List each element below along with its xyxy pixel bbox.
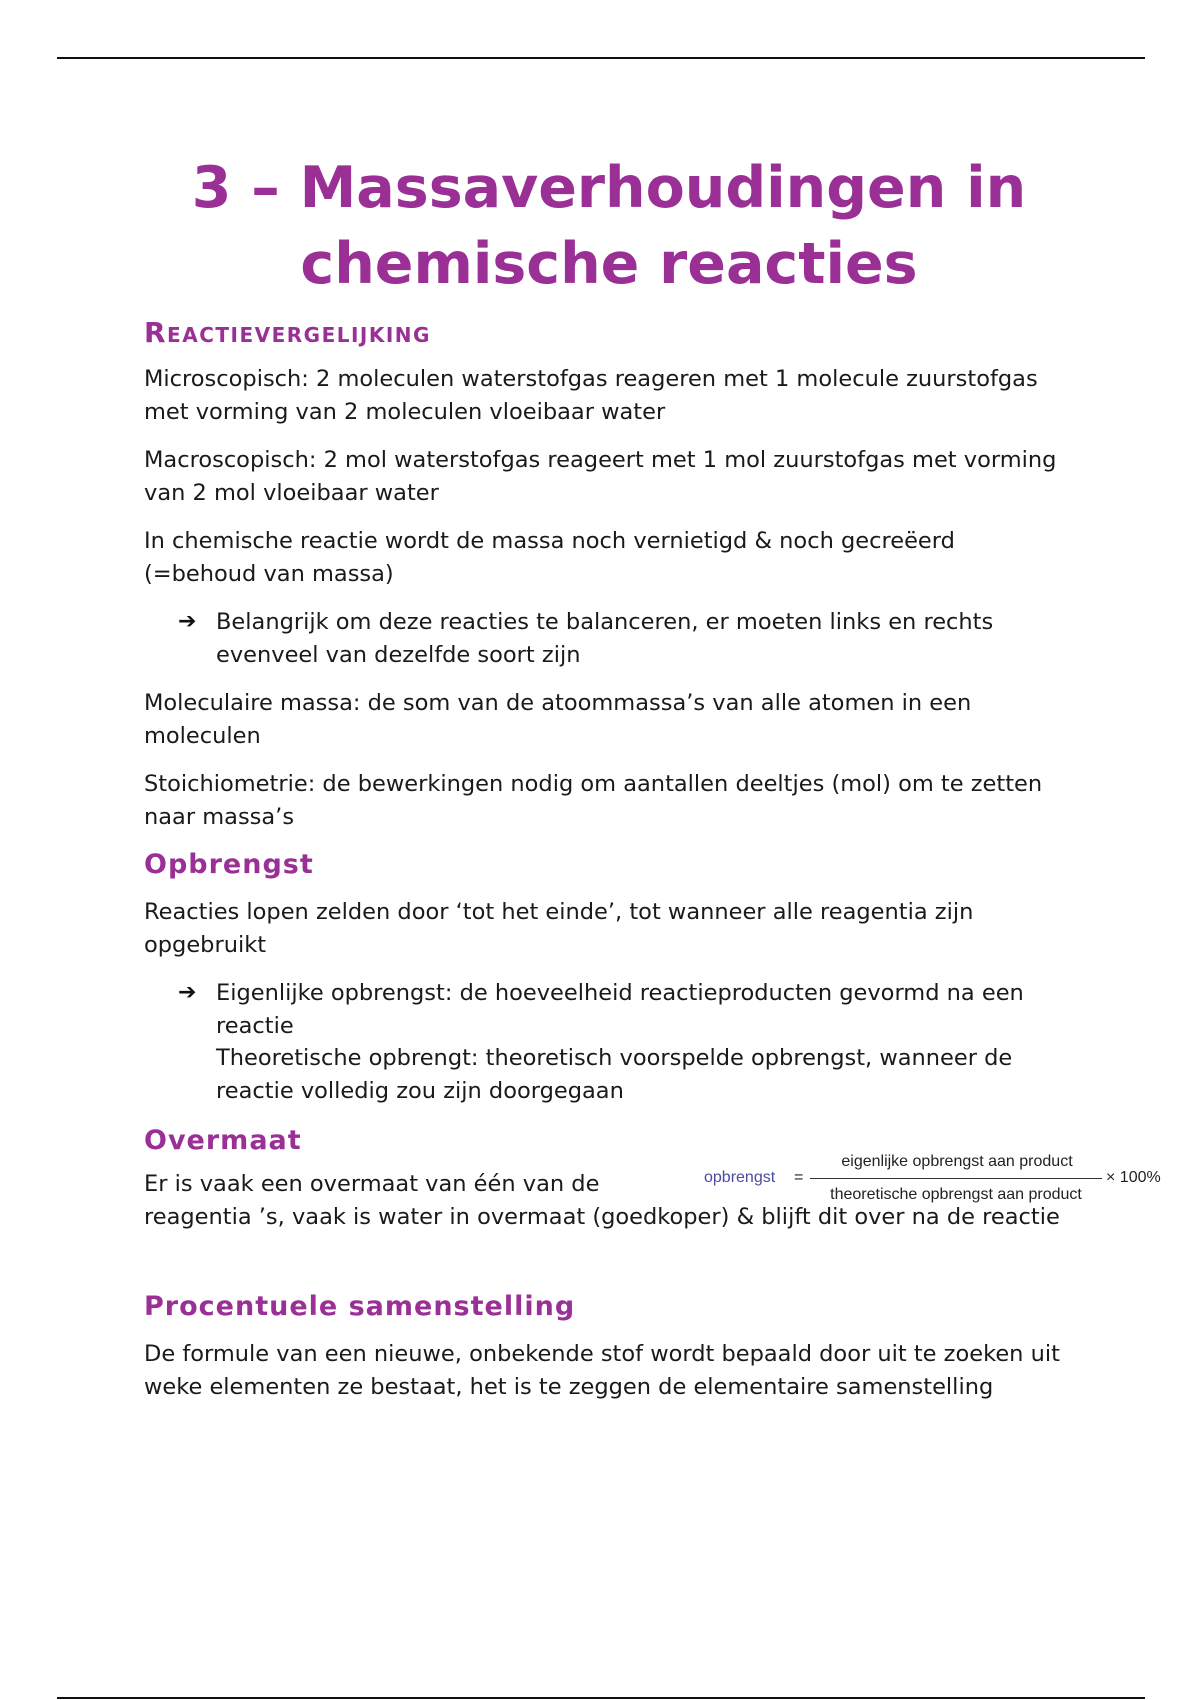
- section-heading-overmaat: Overmaat: [144, 1125, 302, 1156]
- formula-lhs: opbrengst: [704, 1169, 776, 1186]
- top-rule: [57, 57, 1145, 59]
- arrow-item-theoretische: Theoretische opbrengt: theoretisch voorspelde opbrengst, wanneer de reactie volledig zou zijn doorgegaan: [216, 1045, 1013, 1104]
- formula-denominator: theoretische opbrengst aan product: [830, 1186, 1082, 1203]
- section-heading-procentuele: Procentuele samenstelling: [144, 1291, 576, 1322]
- paragraph-macroscopisch: Macroscopisch: 2 mol waterstofgas reageert met 1 mol zuurstofgas met vorming van 2 mol vloeibaar water: [144, 447, 1057, 506]
- formula-times: × 100%: [1106, 1169, 1161, 1186]
- arrow-item-text: Belangrijk om deze reacties te balanceren, er moeten links en rechts evenveel van dezelfde soort zijn: [216, 609, 994, 668]
- arrow-item-eigenlijke: Eigenlijke opbrengst: de hoeveelheid reactieproducten gevormd na een reactie: [216, 980, 1024, 1039]
- bottom-rule: [57, 1697, 1145, 1699]
- arrow-right-icon: ➔: [178, 609, 197, 634]
- paragraph-overmaat-line1: Er is vaak een overmaat van één van de: [144, 1171, 600, 1197]
- yield-formula: [690, 1125, 1170, 1210]
- paragraph-procentuele: De formule van een nieuwe, onbekende stof wordt bepaald door uit te zoeken uit weke elementen ze bestaat, het is te zeggen de elementaire samenstelling: [144, 1341, 1060, 1400]
- fraction-bar: [810, 1178, 1102, 1179]
- formula-numerator: eigenlijke opbrengst aan product: [841, 1153, 1073, 1170]
- arrow-item-balanceren: [144, 606, 1074, 671]
- section-heading-opbrengst: Opbrengst: [144, 849, 314, 880]
- paragraph-reacties-lopen: Reacties lopen zelden door ‘tot het einde’, tot wanneer alle reagentia zijn opgebruikt: [144, 899, 974, 958]
- paragraph-stoichiometrie: Stoichiometrie: de bewerkingen nodig om aantallen deeltjes (mol) om te zetten naar massa’s: [144, 771, 1043, 830]
- paragraph-moleculaire-massa: Moleculaire massa: de som van de atoommassa’s van alle atomen in een moleculen: [144, 690, 972, 749]
- paragraph-overmaat-rest: reagentia ’s, vaak is water in overmaat (goedkoper) & blijft dit over na de reactie: [144, 1203, 1060, 1230]
- formula-equals: =: [794, 1169, 804, 1186]
- section-heading-reactievergelijking: Reactievergelijking: [144, 316, 431, 349]
- paragraph-microscopisch: Microscopisch: 2 moleculen waterstofgas reageren met 1 molecule zuurstofgas met vorming van 2 moleculen vloeibaar water: [144, 366, 1038, 425]
- page-title: 3 – Massaverhoudingen in chemische reacties: [191, 155, 1027, 297]
- arrow-right-icon: ➔: [178, 980, 197, 1005]
- arrow-item-opbrengst: [144, 977, 1074, 1107]
- paragraph-behoud-massa: In chemische reactie wordt de massa noch vernietigd & noch gecreëerd (=behoud van massa): [144, 528, 955, 587]
- document-body: [144, 150, 1074, 1403]
